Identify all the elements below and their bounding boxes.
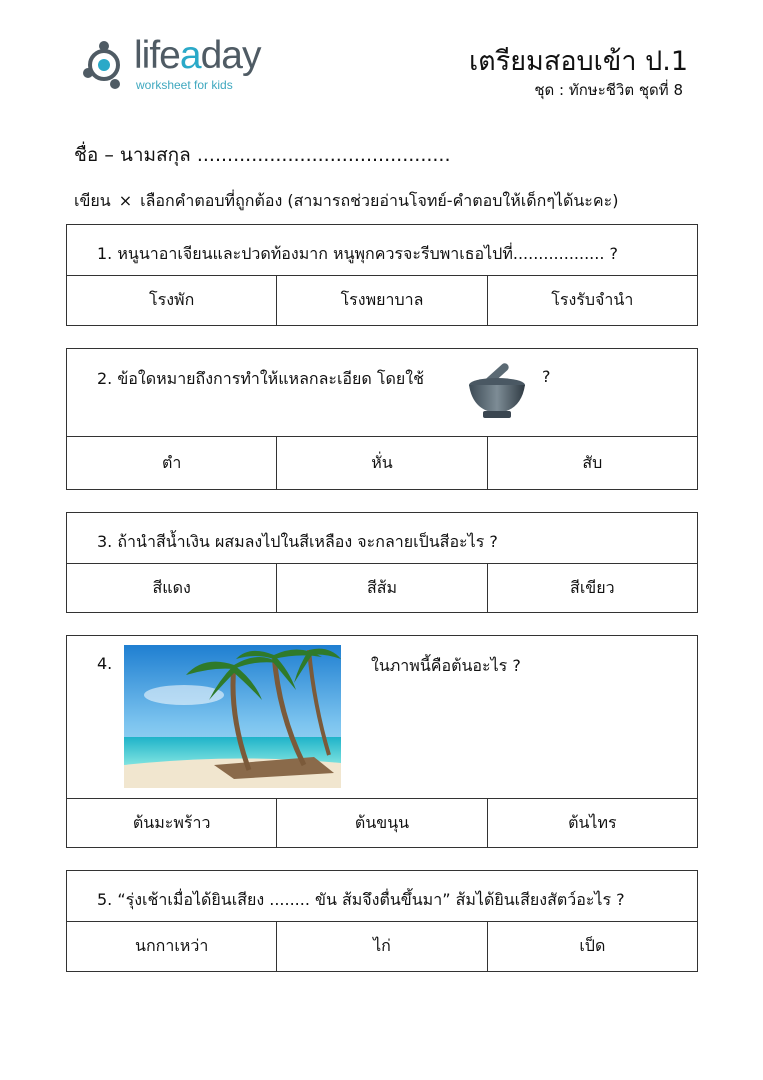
logo-molecule-icon: [80, 38, 130, 94]
instruction-prefix: เขียน: [74, 191, 111, 210]
page-subtitle: ชุด : ทักษะชีวิต ชุดที่ 8: [534, 81, 683, 99]
instruction-text: เลือกคำตอบที่ถูกต้อง (สามารถช่วยอ่านโจทย์-คำตอบให้เด็กๆได้นะคะ): [140, 191, 619, 210]
instruction: [74, 189, 618, 214]
q5-choice-3[interactable]: เป็ด: [487, 922, 697, 971]
q1-choice-3[interactable]: โรงรับจำนำ: [487, 276, 697, 325]
page-title: เตรียมสอบเข้า ป.1: [468, 46, 688, 77]
question-5: [66, 870, 698, 972]
mortar-pestle-icon: [465, 355, 535, 421]
question-2: [66, 348, 698, 490]
q4-choice-1[interactable]: ต้นมะพร้าว: [132, 812, 211, 832]
question-1: [66, 224, 698, 326]
question-3: [66, 512, 698, 613]
question-4: [66, 635, 698, 848]
q2-choice-3[interactable]: สับ: [487, 437, 697, 489]
question-4-text: ในภาพนี้คือต้นอะไร ?: [371, 656, 521, 675]
q3-choice-3[interactable]: สีเขียว: [487, 564, 697, 612]
q1-choice-2[interactable]: โรงพยาบาล: [276, 276, 486, 325]
q5-choice-1[interactable]: นกกาเหว่า: [135, 936, 209, 955]
q5-choice-2[interactable]: ไก่: [276, 922, 486, 971]
beach-palm-photo: [124, 645, 341, 788]
q3-choice-2[interactable]: สีส้ม: [276, 564, 486, 612]
lifeaday-logo: [80, 34, 280, 94]
question-3-text: 3. ถ้านำสีน้ำเงิน ผสมลงไปในสีเหลือง จะกลายเป็นสีอะไร ?: [97, 532, 498, 551]
question-4-number: 4.: [97, 654, 113, 673]
cross-mark-icon: ×: [118, 191, 133, 210]
question-2-suffix: ?: [542, 367, 551, 386]
logo-tagline: worksheet for kids: [136, 78, 233, 92]
q4-choice-3[interactable]: ต้นไทร: [487, 799, 697, 847]
q4-choice-2[interactable]: ต้นขนุน: [276, 799, 486, 847]
q2-choice-1[interactable]: ตำ: [161, 452, 182, 472]
question-2-text: 2. ข้อใดหมายถึงการทำให้แหลกละเอียด โดยใช้: [97, 369, 424, 388]
question-1-text: 1. หนูนาอาเจียนและปวดท้องมาก หนูพุกควรจะรีบพาเธอไปที่.................. ?: [97, 244, 618, 263]
q1-choice-1[interactable]: โรงพัก: [149, 290, 195, 309]
logo-wordmark: lifeaday: [134, 34, 261, 77]
student-name-line: ชื่อ – นามสกุล ..........................................: [74, 144, 451, 166]
q3-choice-1[interactable]: สีแดง: [152, 577, 191, 597]
question-5-text: 5. “รุ่งเช้าเมื่อได้ยินเสียง ........ ขัน ส้มจึงตื่นขึ้นมา” ส้มได้ยินเสียงสัตว์อะไร ?: [97, 890, 625, 909]
q2-choice-2[interactable]: หั่น: [276, 437, 486, 489]
